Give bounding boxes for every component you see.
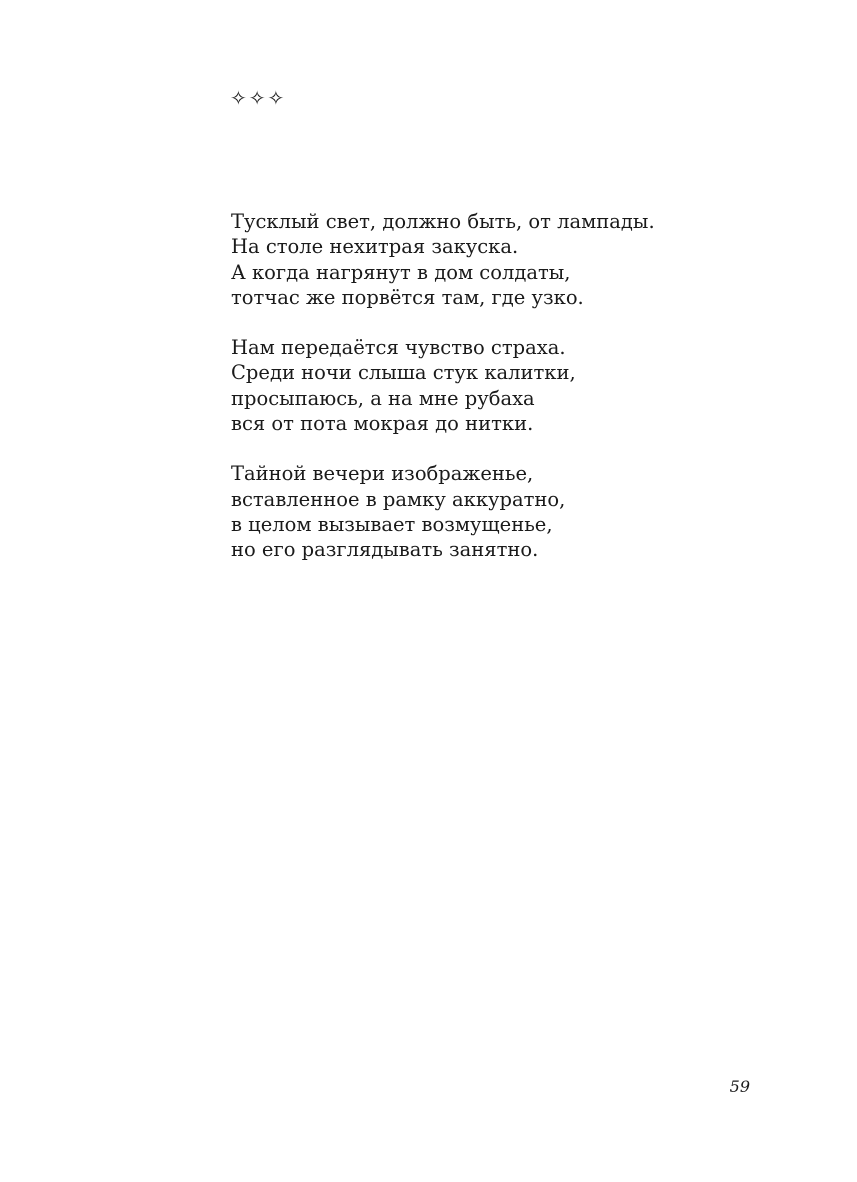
- poem-line: Тайной вечери изображенье,: [231, 462, 534, 486]
- stanza-1: [231, 209, 791, 310]
- poem-line: в целом вызывает возмущенье,: [231, 512, 553, 536]
- poem: [231, 209, 791, 588]
- poem-line: А когда нагрянут в дом солдаты,: [231, 260, 571, 284]
- section-ornament: ✧✧✧: [230, 86, 287, 110]
- poem-line: вся от пота мокрая до нитки.: [231, 412, 534, 436]
- page-number: 59: [729, 1077, 750, 1096]
- poem-line: На столе нехитрая закуска.: [231, 235, 519, 259]
- poem-line: Нам передаётся чувство страха.: [231, 336, 566, 360]
- stanza-2: [231, 335, 791, 436]
- poem-line: Среди ночи слыша стук калитки,: [231, 361, 576, 385]
- poem-line: Тусклый свет, должно быть, от лампады.: [231, 210, 655, 233]
- poem-line: тотчас же порвётся там, где узко.: [231, 285, 584, 309]
- poem-line: вставленное в рамку аккуратно,: [231, 487, 566, 511]
- stanza-3: [231, 461, 791, 562]
- poem-line: но его разглядывать занятно.: [231, 538, 539, 562]
- poem-line: просыпаюсь, а на мне рубаха: [231, 386, 535, 410]
